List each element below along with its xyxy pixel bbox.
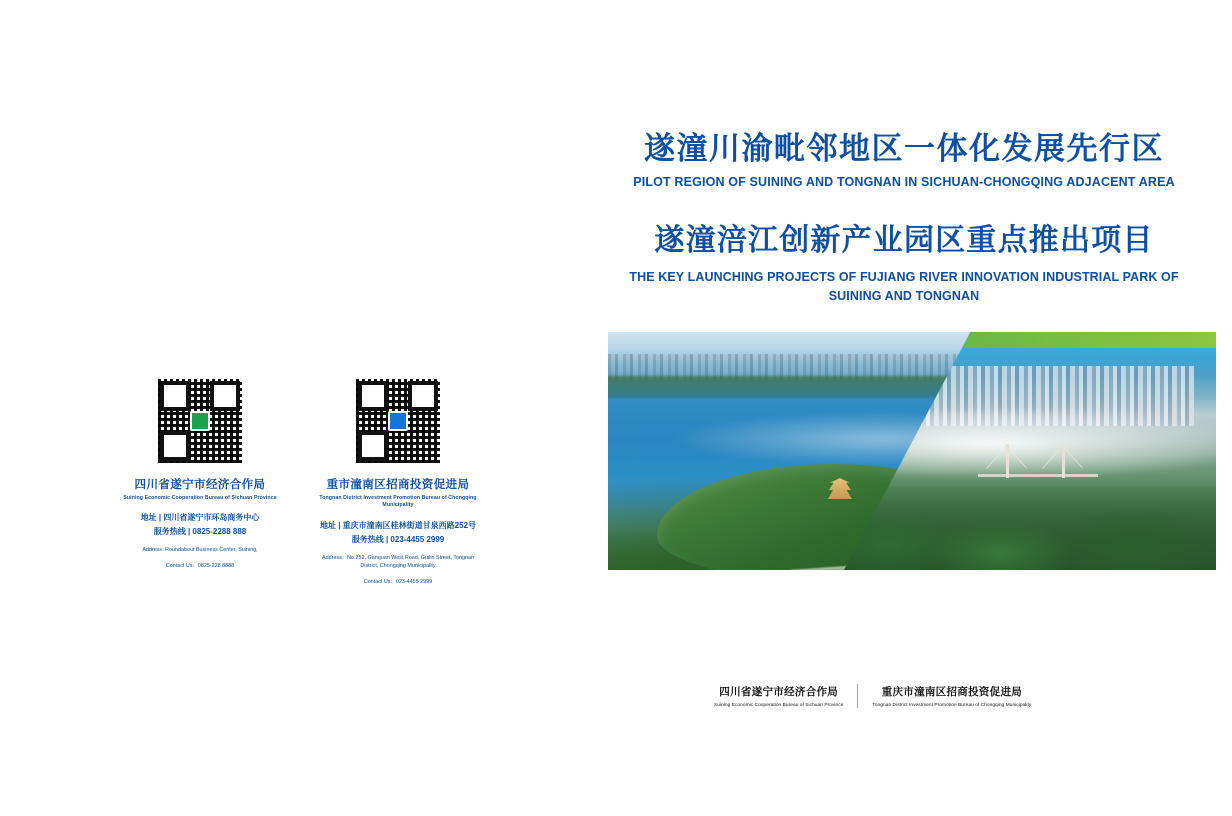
footer-org-name-en: Tongnan District Investment Promotion Bureau of Chongqing Municipality xyxy=(872,703,1032,708)
org-contact-en: Contact Us：023-4455 2999 xyxy=(363,578,433,585)
qr-code-icon[interactable] xyxy=(157,378,243,464)
org-contact-en: Contact Us：0825-228 8888 xyxy=(165,562,235,569)
footer-org-name-en: Suining Economic Cooperation Bureau of Sichuan Province xyxy=(714,703,844,708)
contact-card-suining xyxy=(120,378,280,586)
contact-card-tongnan xyxy=(318,378,478,586)
org-address-cn: 地址 | 四川省遂宁市环岛商务中心 xyxy=(140,513,260,523)
headline-english: PILOT REGION OF SUINING AND TONGNAN IN SICHUAN-CHONGQING ADJACENT AREA xyxy=(633,174,1175,189)
subheadline-chinese: 遂潼涪江创新产业园区重点推出项目 xyxy=(654,223,1154,257)
org-address-en: Address：No.252, Ganquan West Road, Guilin Street, Tongnan District, Chongqing Municipality xyxy=(321,554,475,570)
org-hotline-cn: 服务热线 | 0825-2288 888 xyxy=(153,527,247,537)
org-address-en: Address: Roundabout Business Center, Suining, xyxy=(142,547,258,554)
footer-org-name-cn: 重庆市潼南区招商投资促进局 xyxy=(881,686,1023,698)
subheadline-english: THE KEY LAUNCHING PROJECTS OF FUJIANG RIVER INNOVATION INDUSTRIAL PARK OF SUINING AND TONGNAN xyxy=(629,269,1179,303)
title-block xyxy=(608,130,1200,305)
qr-code-icon[interactable] xyxy=(355,378,441,464)
org-name-cn: 重市潼南区招商投资促进局 xyxy=(326,479,470,491)
org-hotline-cn: 服务热线 | 023-4455 2999 xyxy=(351,534,445,544)
org-name-cn: 四川省遂宁市经济合作局 xyxy=(134,479,266,491)
bridge-icon xyxy=(978,444,1098,488)
footer-org-tongnan xyxy=(857,684,1045,708)
org-name-en: Tongnan District Investment Promotion Bureau of Chongqing Municipality xyxy=(319,495,477,509)
headline-chinese: 遂潼川渝毗邻地区一体化发展先行区 xyxy=(644,131,1164,166)
footer-org-suining xyxy=(700,684,857,708)
forest-detail xyxy=(844,486,1216,570)
contact-cards xyxy=(120,378,500,586)
org-address-cn: 地址 | 重庆市潼南区桂林街道甘泉西路252号 xyxy=(319,520,477,530)
org-name-en: Suining Economic Cooperation Bureau of Sichuan Province xyxy=(123,495,277,501)
footer-org-name-cn: 四川省遂宁市经济合作局 xyxy=(719,686,839,698)
footer xyxy=(700,684,1045,708)
app-logo-icon xyxy=(388,411,408,431)
hero-image-group xyxy=(608,332,1216,570)
wechat-logo-icon xyxy=(190,411,210,431)
